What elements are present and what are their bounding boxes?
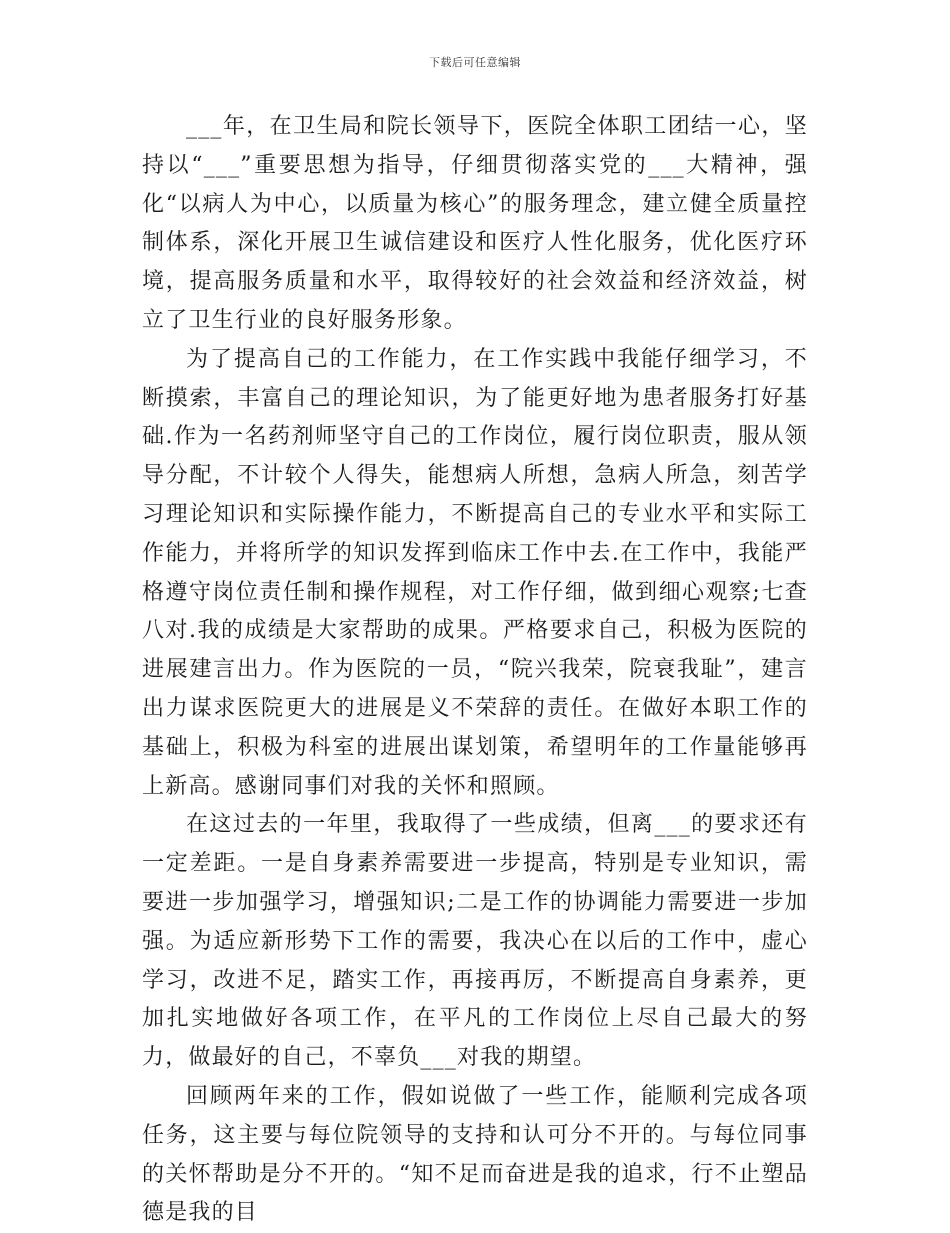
document-body <box>142 108 808 1233</box>
paragraph-shortcomings: 在这过去的一年里，我取得了一些成绩，但离___的要求还有一定差距。一是自身素养需要进一步提高，特别是专业知识，需要进一步加强学习，增强知识;二是工作的协调能力需要进一步加强。为适应新形势下工作的需要，我决心在以后的工作中，虚心学习，改进不足，踏实工作，再接再厉，不断提高自身素养，更加扎实地做好各项工作，在平凡的工作岗位上尽自己最大的努力，做最好的自己，不辜负___对我的期望。 <box>142 812 808 1071</box>
page-header: 下载后可任意编辑 <box>429 56 521 69</box>
paragraph-review: 回顾两年来的工作，假如说做了一些工作，能顺利完成各项任务，这主要与每位院领导的支持和认可分不开的。与每位同事的关怀帮助是分不开的。“知不足而奋进是我的追求，行不止塑品德是我的目 <box>142 1083 808 1226</box>
paragraph-work-summary: ___年，在卫生局和院长领导下，医院全体职工团结一心，坚持以“___”重要思想为指导，仔细贯彻落实党的___大精神，强化“以病人为中心，以质量为核心”的服务理念，建立健全质量控制体系，深化开展卫生诚信建设和医疗人性化服务，优化医疗环境，提高服务质量和水平，取得较好的社会效益和经济效益，树立了卫生行业的良好服务形象。 <box>142 114 808 333</box>
paragraph-pharmacist-duties: 为了提高自己的工作能力，在工作实践中我能仔细学习，不断摸索，丰富自己的理论知识，为了能更好地为患者服务打好基础.作为一名药剂师坚守自己的工作岗位，履行岗位职责，服从领导分配，不计较个人得失，能想病人所想，急病人所急，刻苦学习理论知识和实际操作能力，不断提高自己的专业水平和实际工作能力，并将所学的知识发挥到临床工作中去.在工作中，我能严格遵守岗位责任制和操作规程，对工作仔细，做到细心观察;七查八对.我的成绩是大家帮助的成果。严格要求自己，积极为医院的进展建言出力。作为医院的一员，“院兴我荣，院衰我耻”，建言出力谋求医院更大的进展是义不荣辞的责任。在做好本职工作的基础上，积极为科室的进展出谋划策，希望明年的工作量能够再上新高。感谢同事们对我的关怀和照顾。 <box>142 346 808 799</box>
